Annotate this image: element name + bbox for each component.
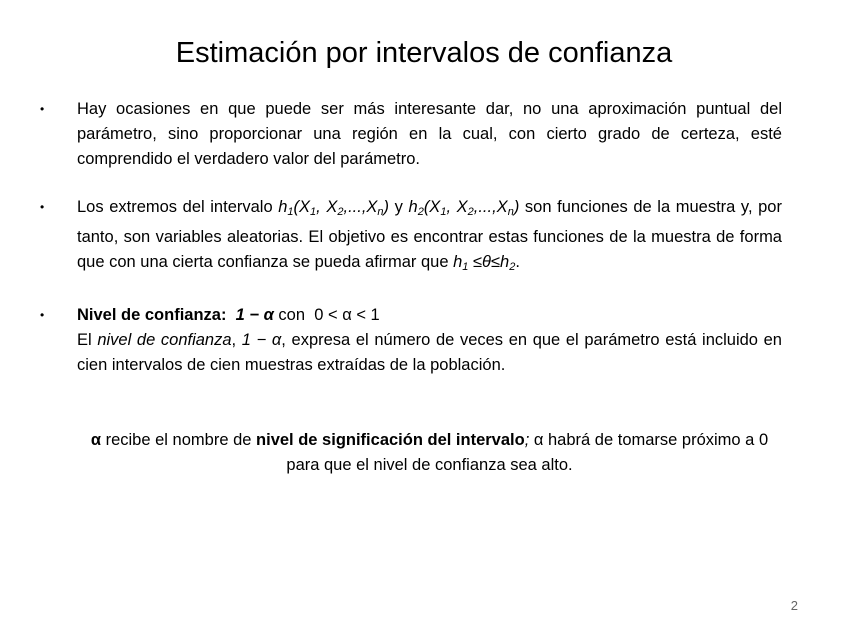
- paragraph-interval-extremes: Los extremos del intervalo $h_1(X_1$, $X_2,...,X_n$) y $h_2(X_1$, $X_2,...,X_n$) son funciones de la muestra y, por tanto, son variables aleatorias. El objetivo es encontrar estas funciones de la muestra de forma que con una cierta confianza se pueda afirmar que $h_1 \le\theta\le h_2$.: [77, 198, 782, 273]
- page-number: 2: [790, 598, 798, 613]
- confidence-explanation: El nivel de confianza, 1 − α, expresa el número de veces en que el parámetro está incluido en cien intervalos de cien muestras extraídas de la población.: [77, 331, 782, 374]
- significance-note: α recibe el nombre de nivel de significación del intervalo; α habrá de tomarse próximo a 0 para que el nivel de confianza sea alto.: [90, 431, 769, 474]
- bullet-marker: •: [40, 200, 45, 214]
- confidence-label: Nivel de confianza:: [77, 306, 227, 324]
- bullet-item-1: [0, 97, 848, 172]
- bullet-marker: •: [40, 102, 45, 116]
- slide-title: Estimación por intervalos de confianza: [175, 37, 673, 69]
- bullet-item-2: [0, 195, 848, 280]
- math-h2: $h_2(X_1$, $X_2,...,X_n$): [408, 198, 520, 218]
- paragraph-confidence-level: [77, 303, 782, 378]
- math-inequality: $h_1 \le\theta\le h_2$: [453, 253, 516, 273]
- bullet-item-3: [0, 303, 848, 378]
- bullet-marker: •: [40, 308, 45, 322]
- confidence-formula: 1 − α: [235, 306, 274, 324]
- paragraph-intro: Hay ocasiones en que puede ser más interesante dar, no una aproximación puntual del parámetro, sino proporcionar una región en la cual, con cierto grado de certeza, esté comprendido el verdadero valor del parámetro.: [77, 100, 782, 168]
- confidence-definition-line: Nivel de confianza: 1 − α con 0 < α < 1: [77, 306, 380, 324]
- alpha-range: 0 < α < 1: [314, 306, 380, 324]
- math-h1: $h_1(X_1$, $X_2,...,X_n$): [278, 198, 390, 218]
- bullet-list: [0, 97, 848, 401]
